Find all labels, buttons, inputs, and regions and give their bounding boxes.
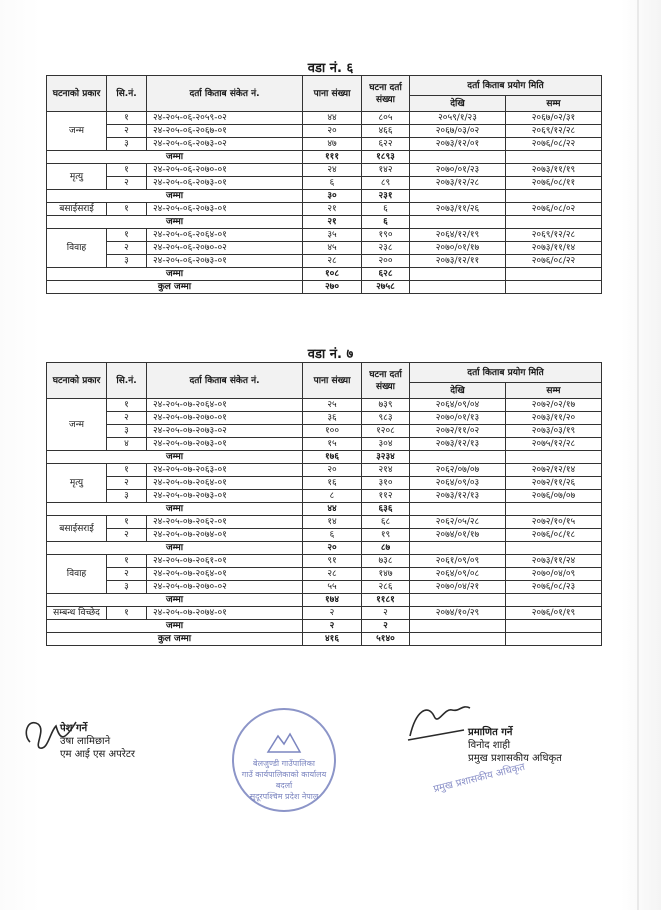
subtotal-events: ८७ bbox=[362, 542, 410, 555]
empty-cell bbox=[506, 268, 602, 281]
events-cell: ७३९ bbox=[362, 399, 410, 412]
subtotal-row bbox=[47, 542, 602, 555]
grand-total-row bbox=[47, 281, 602, 294]
serial-number-cell: २ bbox=[107, 477, 147, 490]
header-date-range: दर्ता किताब प्रयोग मिति bbox=[410, 76, 602, 96]
table-row bbox=[47, 464, 602, 477]
empty-cell bbox=[410, 190, 506, 203]
date-from-cell: २०६४/०९/०४ bbox=[410, 399, 506, 412]
table-row bbox=[47, 490, 602, 503]
date-to-cell: २०७०/०४/०९ bbox=[506, 568, 602, 581]
header-type: घटनाको प्रकार bbox=[47, 76, 107, 112]
table-row bbox=[47, 399, 602, 412]
book-code-cell: २४-२०५-०६-२०५९-०२ bbox=[147, 112, 303, 125]
signature-left-position: एम आई एस अपरेटर bbox=[60, 749, 136, 760]
serial-number-cell: ३ bbox=[107, 138, 147, 151]
date-to-cell: २०७३/११/२४ bbox=[506, 555, 602, 568]
table-row bbox=[47, 555, 602, 568]
header-to: सम्म bbox=[506, 383, 602, 399]
subtotal-row bbox=[47, 190, 602, 203]
table-row bbox=[47, 138, 602, 151]
subtotal-pages: ४४ bbox=[303, 503, 362, 516]
table-row bbox=[47, 164, 602, 177]
date-to-cell: २०७६/०८/११ bbox=[506, 177, 602, 190]
subtotal-pages: २० bbox=[303, 542, 362, 555]
grand-total-pages: २७० bbox=[303, 281, 362, 294]
subtotal-label: जम्मा bbox=[47, 503, 303, 516]
book-code-cell: २४-२०५-०६-२०७०-०१ bbox=[147, 164, 303, 177]
ward6-table bbox=[46, 75, 602, 294]
serial-number-cell: २ bbox=[107, 412, 147, 425]
grand-total-events: २७५८ bbox=[362, 281, 410, 294]
subtotal-events: २३१ bbox=[362, 190, 410, 203]
header-events: घटना दर्ता संख्या bbox=[362, 76, 410, 112]
subtotal-row bbox=[47, 620, 602, 633]
header-to: सम्म bbox=[506, 96, 602, 112]
subtotal-label: जम्मा bbox=[47, 542, 303, 555]
table-row bbox=[47, 125, 602, 138]
subtotal-label: जम्मा bbox=[47, 451, 303, 464]
date-from-cell: २०७३/१२/१३ bbox=[410, 438, 506, 451]
empty-cell bbox=[506, 542, 602, 555]
date-from-cell: २०७३/१२/११ bbox=[410, 255, 506, 268]
date-to-cell: २०७५/१२/२८ bbox=[506, 438, 602, 451]
pages-cell: ४४ bbox=[303, 112, 362, 125]
events-cell: ८९ bbox=[362, 177, 410, 190]
seal-line3: बदर्ला bbox=[275, 781, 293, 790]
date-from-cell: २०७०/०१/२३ bbox=[410, 164, 506, 177]
book-code-cell: २४-२०५-०७-२०७०-०१ bbox=[147, 412, 303, 425]
empty-cell bbox=[410, 281, 506, 294]
table-row bbox=[47, 203, 602, 216]
date-from-cell: २०७३/११/२६ bbox=[410, 203, 506, 216]
events-cell: २३८ bbox=[362, 242, 410, 255]
subtotal-label: जम्मा bbox=[47, 190, 303, 203]
book-code-cell: २४-२०५-०७-२०६१-०१ bbox=[147, 555, 303, 568]
event-type-cell: विवाह bbox=[47, 555, 107, 594]
header-events: घटना दर्ता संख्या bbox=[362, 363, 410, 399]
header-pages: पाना संख्या bbox=[303, 363, 362, 399]
date-to-cell: २०७३/११/१९ bbox=[506, 164, 602, 177]
date-from-cell: २०७२/११/०२ bbox=[410, 425, 506, 438]
serial-number-cell: १ bbox=[107, 164, 147, 177]
date-from-cell: २०६२/०७/०७ bbox=[410, 464, 506, 477]
empty-cell bbox=[506, 281, 602, 294]
serial-number-cell: १ bbox=[107, 555, 147, 568]
book-code-cell: २४-२०५-०६-२०७३-०२ bbox=[147, 138, 303, 151]
book-code-cell: २४-२०५-०७-२०६२-०१ bbox=[147, 516, 303, 529]
event-type-cell: जन्म bbox=[47, 399, 107, 451]
empty-cell bbox=[410, 594, 506, 607]
event-type-cell: विवाह bbox=[47, 229, 107, 268]
date-to-cell: २०६९/१२/२८ bbox=[506, 229, 602, 242]
pages-cell: २४ bbox=[303, 164, 362, 177]
date-from-cell: २०७३/१२/०१ bbox=[410, 138, 506, 151]
date-to-cell: २०७३/०३/१९ bbox=[506, 425, 602, 438]
subtotal-events: ६ bbox=[362, 216, 410, 229]
subtotal-events: २ bbox=[362, 620, 410, 633]
date-to-cell: २०७२/१२/१४ bbox=[506, 464, 602, 477]
events-cell: १२०८ bbox=[362, 425, 410, 438]
events-cell: २८६ bbox=[362, 581, 410, 594]
subtotal-label: जम्मा bbox=[47, 216, 303, 229]
events-cell: ६ bbox=[362, 203, 410, 216]
pages-cell: ८ bbox=[303, 490, 362, 503]
subtotal-label: जम्मा bbox=[47, 620, 303, 633]
empty-cell bbox=[506, 503, 602, 516]
seal-line2: गाउँ कार्यपालिकाको कार्यालय bbox=[241, 770, 327, 779]
empty-cell bbox=[410, 503, 506, 516]
book-code-cell: २४-२०५-०७-२०७३-०२ bbox=[147, 425, 303, 438]
pages-cell: १५ bbox=[303, 438, 362, 451]
subtotal-pages: १०८ bbox=[303, 268, 362, 281]
signature-right bbox=[468, 726, 562, 765]
events-cell: ९८३ bbox=[362, 412, 410, 425]
pages-cell: १४ bbox=[303, 516, 362, 529]
date-from-cell: २०७४/०१/१७ bbox=[410, 529, 506, 542]
signature-right-title: प्रमाणित गर्ने bbox=[468, 727, 513, 738]
event-type-cell: बसाईसराई bbox=[47, 203, 107, 216]
subtotal-events: ११८१ bbox=[362, 594, 410, 607]
signature-left-name: उषा लामिछाने bbox=[60, 736, 111, 747]
emblem-icon bbox=[264, 728, 304, 756]
date-from-cell: २०७०/०४/२१ bbox=[410, 581, 506, 594]
table-row bbox=[47, 425, 602, 438]
book-code-cell: २४-२०५-०६-२०७०-०२ bbox=[147, 242, 303, 255]
events-cell: ४६६ bbox=[362, 125, 410, 138]
book-code-cell: २४-२०५-०६-२०६४-०१ bbox=[147, 229, 303, 242]
serial-number-cell: ३ bbox=[107, 255, 147, 268]
book-code-cell: २४-२०५-०७-२०७३-०१ bbox=[147, 438, 303, 451]
table-row bbox=[47, 177, 602, 190]
header-sn: सि.नं. bbox=[107, 363, 147, 399]
subtotal-events: ६२८ bbox=[362, 268, 410, 281]
pages-cell: ५५ bbox=[303, 581, 362, 594]
events-cell: ११२ bbox=[362, 490, 410, 503]
events-cell: ७३८ bbox=[362, 555, 410, 568]
grand-total-row bbox=[47, 633, 602, 646]
serial-number-cell: २ bbox=[107, 529, 147, 542]
header-from: देखि bbox=[410, 383, 506, 399]
subtotal-row bbox=[47, 151, 602, 164]
date-to-cell: २०७६/०८/०२ bbox=[506, 203, 602, 216]
book-code-cell: २४-२०५-०६-२०६७-०१ bbox=[147, 125, 303, 138]
header-book-code: दर्ता किताब संकेत नं. bbox=[147, 76, 303, 112]
ward7-table bbox=[46, 362, 602, 646]
subtotal-pages: १७४ bbox=[303, 594, 362, 607]
grand-total-label: कुल जम्मा bbox=[47, 633, 303, 646]
date-to-cell: २०७६/०८/२२ bbox=[506, 255, 602, 268]
date-to-cell: २०७६/०८/२२ bbox=[506, 138, 602, 151]
date-from-cell: २०७०/०१/१७ bbox=[410, 242, 506, 255]
serial-number-cell: ३ bbox=[107, 490, 147, 503]
serial-number-cell: २ bbox=[107, 177, 147, 190]
pages-cell: १०० bbox=[303, 425, 362, 438]
pages-cell: ६ bbox=[303, 177, 362, 190]
pages-cell: ४७ bbox=[303, 138, 362, 151]
empty-cell bbox=[410, 542, 506, 555]
empty-cell bbox=[506, 594, 602, 607]
empty-cell bbox=[410, 216, 506, 229]
date-from-cell: २०६४/१२/१९ bbox=[410, 229, 506, 242]
table-row bbox=[47, 112, 602, 125]
events-cell: १४७ bbox=[362, 568, 410, 581]
office-seal bbox=[232, 708, 336, 812]
table-row bbox=[47, 255, 602, 268]
serial-number-cell: १ bbox=[107, 607, 147, 620]
date-to-cell: २०७६/०८/१८ bbox=[506, 529, 602, 542]
date-to-cell: २०७२/१०/१५ bbox=[506, 516, 602, 529]
serial-number-cell: १ bbox=[107, 203, 147, 216]
date-to-cell: २०६९/१२/२८ bbox=[506, 125, 602, 138]
subtotal-pages: २ bbox=[303, 620, 362, 633]
serial-number-cell: ४ bbox=[107, 438, 147, 451]
empty-cell bbox=[506, 151, 602, 164]
book-code-cell: २४-२०५-०६-२०७३-०१ bbox=[147, 255, 303, 268]
empty-cell bbox=[506, 451, 602, 464]
events-cell: १४२ bbox=[362, 164, 410, 177]
pages-cell: २० bbox=[303, 125, 362, 138]
subtotal-row bbox=[47, 503, 602, 516]
pages-cell: ३६ bbox=[303, 412, 362, 425]
serial-number-cell: २ bbox=[107, 125, 147, 138]
serial-number-cell: १ bbox=[107, 516, 147, 529]
events-cell: ६२२ bbox=[362, 138, 410, 151]
event-type-cell: मृत्यु bbox=[47, 464, 107, 503]
date-to-cell: २०७३/११/१४ bbox=[506, 242, 602, 255]
seal-line1: बेलजुण्डी गाउँपालिका bbox=[253, 759, 315, 768]
table-row bbox=[47, 529, 602, 542]
subtotal-row bbox=[47, 451, 602, 464]
date-from-cell: २०७०/०१/१३ bbox=[410, 412, 506, 425]
date-to-cell: २०७६/०१/१९ bbox=[506, 607, 602, 620]
empty-cell bbox=[506, 633, 602, 646]
table-row bbox=[47, 516, 602, 529]
events-cell: १९ bbox=[362, 529, 410, 542]
signature-right-position: प्रमुख प्रशासकीय अधिकृत bbox=[468, 753, 562, 764]
date-to-cell: २०७२/११/२६ bbox=[506, 477, 602, 490]
events-cell: ८०५ bbox=[362, 112, 410, 125]
subtotal-row bbox=[47, 594, 602, 607]
pages-cell: ४५ bbox=[303, 242, 362, 255]
book-code-cell: २४-२०५-०७-२०६३-०१ bbox=[147, 464, 303, 477]
empty-cell bbox=[410, 451, 506, 464]
subtotal-label: जम्मा bbox=[47, 594, 303, 607]
signature-left-title: पेश गर्ने bbox=[60, 723, 88, 734]
subtotal-events: १८९३ bbox=[362, 151, 410, 164]
date-from-cell: २०६४/०९/०८ bbox=[410, 568, 506, 581]
book-code-cell: २४-२०५-०७-२०६४-०१ bbox=[147, 568, 303, 581]
header-book-code: दर्ता किताब संकेत नं. bbox=[147, 363, 303, 399]
table-row bbox=[47, 438, 602, 451]
serial-number-cell: १ bbox=[107, 112, 147, 125]
book-code-cell: २४-२०५-०७-२०७४-०१ bbox=[147, 529, 303, 542]
date-to-cell: २०७३/११/२० bbox=[506, 412, 602, 425]
book-code-cell: २४-२०५-०६-२०७३-०१ bbox=[147, 177, 303, 190]
subtotal-row bbox=[47, 268, 602, 281]
pages-cell: २८ bbox=[303, 568, 362, 581]
events-cell: २१४ bbox=[362, 464, 410, 477]
table-row bbox=[47, 477, 602, 490]
events-cell: २०० bbox=[362, 255, 410, 268]
subtotal-label: जम्मा bbox=[47, 151, 303, 164]
event-type-cell: मृत्यु bbox=[47, 164, 107, 190]
pages-cell: २० bbox=[303, 464, 362, 477]
pages-cell: ३५ bbox=[303, 229, 362, 242]
book-code-cell: २४-२०५-०७-२०७३-०१ bbox=[147, 490, 303, 503]
event-type-cell: जन्म bbox=[47, 112, 107, 151]
page-edge bbox=[637, 0, 639, 910]
table-row bbox=[47, 581, 602, 594]
subtotal-pages: १७६ bbox=[303, 451, 362, 464]
book-code-cell: २४-२०५-०७-२०७४-०१ bbox=[147, 607, 303, 620]
serial-number-cell: १ bbox=[107, 229, 147, 242]
serial-number-cell: १ bbox=[107, 464, 147, 477]
date-from-cell: २०६७/०३/०२ bbox=[410, 125, 506, 138]
date-from-cell: २०७३/१२/२८ bbox=[410, 177, 506, 190]
date-from-cell: २०६४/०९/०३ bbox=[410, 477, 506, 490]
date-to-cell: २०६७/०२/३१ bbox=[506, 112, 602, 125]
pages-cell: ९१ bbox=[303, 555, 362, 568]
subtotal-row bbox=[47, 216, 602, 229]
ward7-title: वडा नं. ७ bbox=[307, 347, 354, 362]
subtotal-label: जम्मा bbox=[47, 268, 303, 281]
date-from-cell: २०७४/१०/२९ bbox=[410, 607, 506, 620]
date-from-cell: २०५९/१/२३ bbox=[410, 112, 506, 125]
signature-left bbox=[60, 722, 135, 761]
subtotal-pages: ३० bbox=[303, 190, 362, 203]
serial-number-cell: ३ bbox=[107, 425, 147, 438]
header-type: घटनाको प्रकार bbox=[47, 363, 107, 399]
subtotal-pages: २१ bbox=[303, 216, 362, 229]
table-row bbox=[47, 242, 602, 255]
book-code-cell: २४-२०५-०७-२०७०-०२ bbox=[147, 581, 303, 594]
date-from-cell: २०६२/०५/२८ bbox=[410, 516, 506, 529]
events-cell: ३०४ bbox=[362, 438, 410, 451]
serial-number-cell: २ bbox=[107, 242, 147, 255]
header-date-range: दर्ता किताब प्रयोग मिति bbox=[410, 363, 602, 383]
serial-number-cell: २ bbox=[107, 568, 147, 581]
ward6-title: वडा नं. ६ bbox=[307, 61, 354, 76]
pages-cell: २८ bbox=[303, 255, 362, 268]
date-to-cell: २०७६/०७/०७ bbox=[506, 490, 602, 503]
seal-line4: सुदूरपश्चिम प्रदेश नेपाल bbox=[249, 792, 319, 801]
header-sn: सि.नं. bbox=[107, 76, 147, 112]
event-type-cell: बसाईसराई bbox=[47, 516, 107, 542]
pages-cell: ६ bbox=[303, 529, 362, 542]
header-from: देखि bbox=[410, 96, 506, 112]
signature-scribble-right bbox=[404, 700, 474, 744]
grand-total-events: ५१४० bbox=[362, 633, 410, 646]
event-type-cell: सम्बन्ध विच्छेद bbox=[47, 607, 107, 620]
subtotal-events: ३२३४ bbox=[362, 451, 410, 464]
events-cell: ३१० bbox=[362, 477, 410, 490]
date-from-cell: २०६१/०९/०९ bbox=[410, 555, 506, 568]
book-code-cell: २४-२०५-०७-२०६४-०१ bbox=[147, 399, 303, 412]
empty-cell bbox=[410, 620, 506, 633]
serial-number-cell: ३ bbox=[107, 581, 147, 594]
empty-cell bbox=[410, 151, 506, 164]
table-row bbox=[47, 229, 602, 242]
events-cell: २ bbox=[362, 607, 410, 620]
date-to-cell: २०७२/०२/१७ bbox=[506, 399, 602, 412]
subtotal-pages: १११ bbox=[303, 151, 362, 164]
signature-right-name: विनोद शाही bbox=[468, 740, 511, 751]
pages-cell: २५ bbox=[303, 399, 362, 412]
grand-total-pages: ४१६ bbox=[303, 633, 362, 646]
events-cell: ६८ bbox=[362, 516, 410, 529]
events-cell: १९० bbox=[362, 229, 410, 242]
table-row bbox=[47, 412, 602, 425]
date-from-cell: २०७३/१२/१३ bbox=[410, 490, 506, 503]
official-stamp: प्रमुख प्रशासकीय अधिकृत bbox=[432, 761, 527, 796]
book-code-cell: २४-२०५-०७-२०६४-०१ bbox=[147, 477, 303, 490]
empty-cell bbox=[506, 216, 602, 229]
empty-cell bbox=[506, 620, 602, 633]
pages-cell: २ bbox=[303, 607, 362, 620]
empty-cell bbox=[410, 268, 506, 281]
subtotal-events: ६३६ bbox=[362, 503, 410, 516]
table-row bbox=[47, 607, 602, 620]
pages-cell: १६ bbox=[303, 477, 362, 490]
empty-cell bbox=[410, 633, 506, 646]
table-row bbox=[47, 568, 602, 581]
date-to-cell: २०७६/०८/२३ bbox=[506, 581, 602, 594]
grand-total-label: कुल जम्मा bbox=[47, 281, 303, 294]
empty-cell bbox=[506, 190, 602, 203]
serial-number-cell: १ bbox=[107, 399, 147, 412]
pages-cell: २१ bbox=[303, 203, 362, 216]
book-code-cell: २४-२०५-०६-२०७३-०१ bbox=[147, 203, 303, 216]
header-pages: पाना संख्या bbox=[303, 76, 362, 112]
